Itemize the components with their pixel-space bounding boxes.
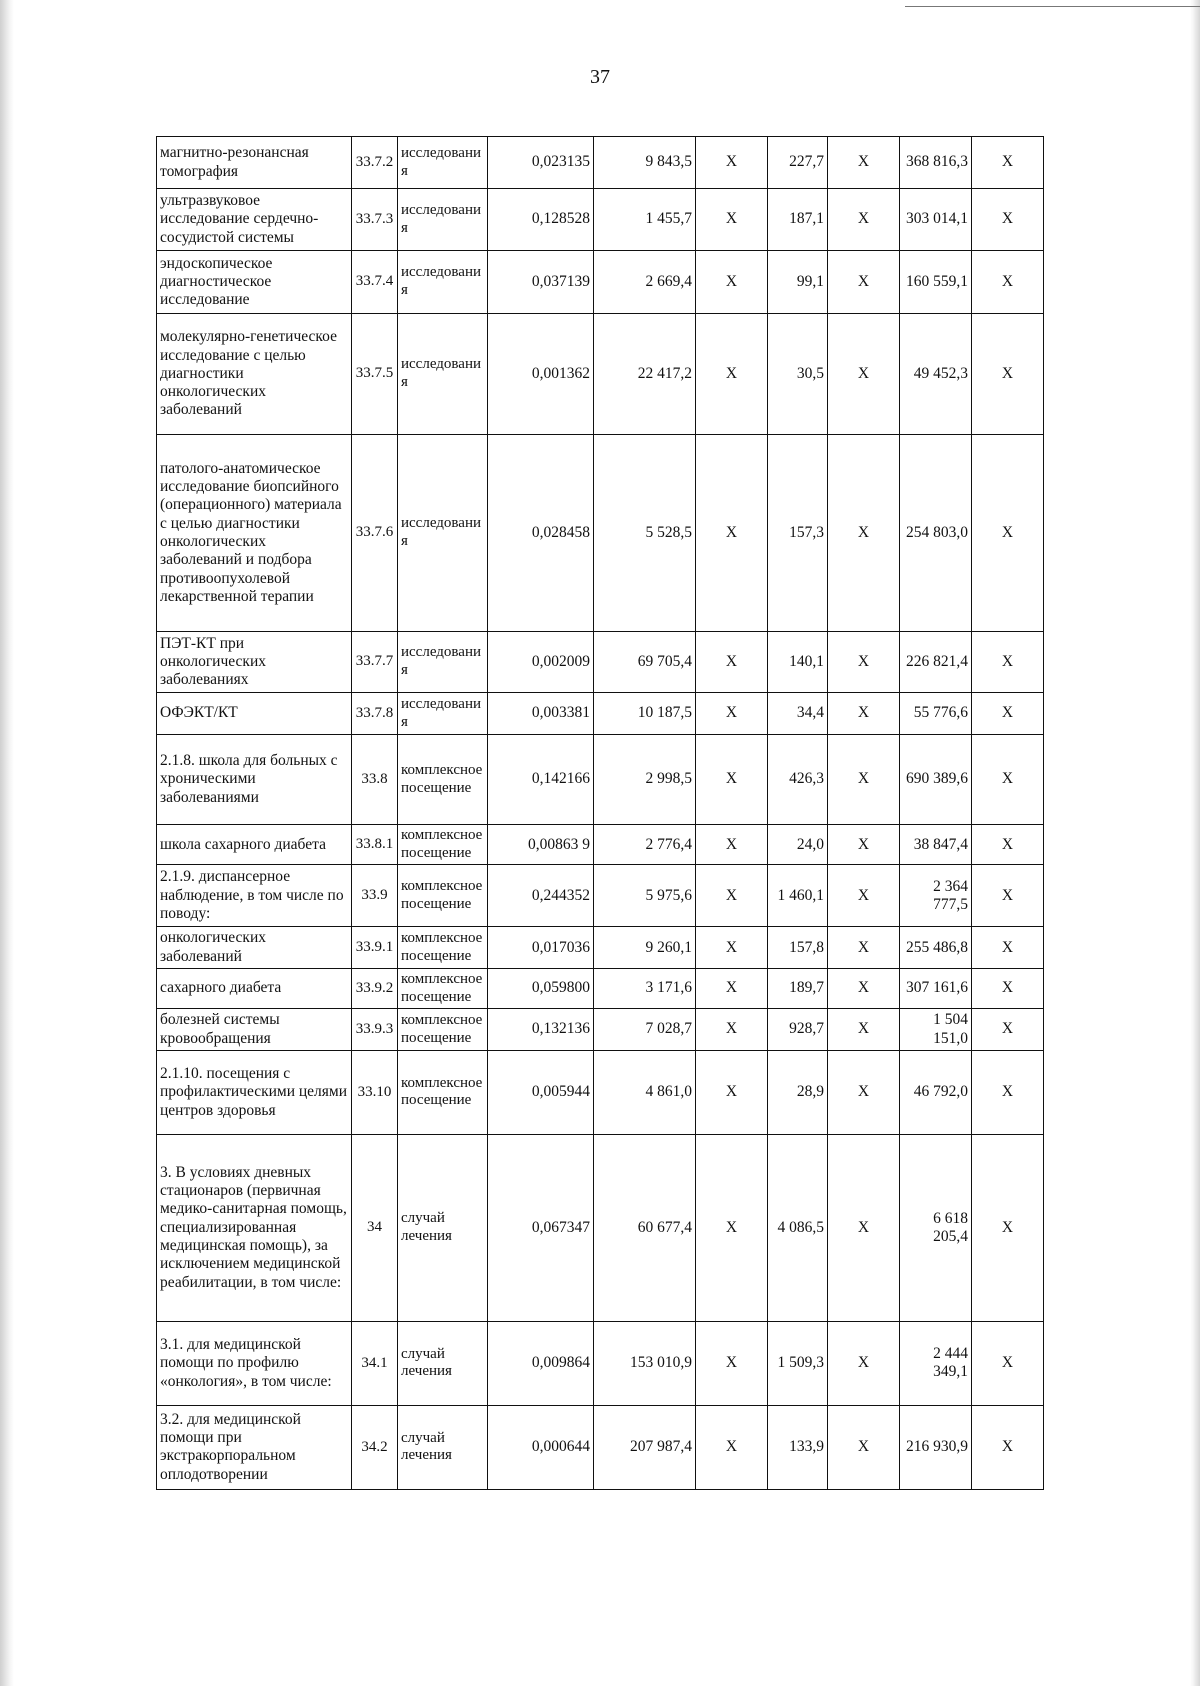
x-mark-cell: Х (828, 435, 900, 632)
x-mark-cell: Х (696, 435, 768, 632)
x-mark-cell: Х (696, 693, 768, 735)
unit-cell: комплексное посещение (398, 927, 488, 969)
total-cost-cell: 307 161,6 (900, 968, 972, 1008)
per-capita-cell: 227,7 (768, 137, 828, 189)
per-capita-cell: 187,1 (768, 189, 828, 251)
row-code-cell: 33.7.4 (352, 251, 398, 314)
page-number: 37 (590, 66, 610, 88)
x-mark-cell: Х (696, 1050, 768, 1134)
total-cost-cell: 160 559,1 (900, 251, 972, 314)
per-capita-cell: 426,3 (768, 735, 828, 825)
row-code-cell: 33.8 (352, 735, 398, 825)
per-capita-cell: 189,7 (768, 968, 828, 1008)
unit-cost-cell: 1 455,7 (594, 189, 696, 251)
unit-cell: исследовани я (398, 314, 488, 435)
x-mark-cell: Х (972, 137, 1044, 189)
per-capita-cell: 24,0 (768, 825, 828, 865)
table-row (157, 735, 1044, 825)
x-mark-cell: Х (828, 1134, 900, 1321)
row-code-cell: 34.1 (352, 1321, 398, 1405)
unit-cell: исследовани я (398, 137, 488, 189)
x-mark-cell: Х (828, 1321, 900, 1405)
volume-norm-cell: 0,059800 (488, 968, 594, 1008)
x-mark-cell: Х (696, 189, 768, 251)
row-code-cell: 33.9 (352, 865, 398, 927)
per-capita-cell: 1 460,1 (768, 865, 828, 927)
x-mark-cell: Х (972, 927, 1044, 969)
unit-cell: комплексное посещение (398, 825, 488, 865)
indicator-name-cell: ОФЭКТ/КТ (157, 693, 352, 735)
unit-cost-cell: 2 776,4 (594, 825, 696, 865)
table-row (157, 314, 1044, 435)
indicator-name-cell: 3. В условиях дневных стационаров (первичная медико-санитарная помощь, специализированная медицинская помощь), за исключением медицинской реабилитации, в том числе: (157, 1134, 352, 1321)
unit-cost-cell: 7 028,7 (594, 1009, 696, 1051)
unit-cell: случай лечения (398, 1405, 488, 1489)
indicator-name-cell: эндоскопическое диагностическое исследование (157, 251, 352, 314)
table-row (157, 251, 1044, 314)
indicator-name-cell: онкологических заболеваний (157, 927, 352, 969)
volume-norm-cell: 0,003381 (488, 693, 594, 735)
unit-cost-cell: 10 187,5 (594, 693, 696, 735)
unit-cost-cell: 3 171,6 (594, 968, 696, 1008)
row-code-cell: 33.7.5 (352, 314, 398, 435)
x-mark-cell: Х (696, 968, 768, 1008)
x-mark-cell: Х (696, 1134, 768, 1321)
total-cost-cell: 690 389,6 (900, 735, 972, 825)
unit-cell: комплексное посещение (398, 865, 488, 927)
unit-cost-cell: 153 010,9 (594, 1321, 696, 1405)
unit-cost-cell: 69 705,4 (594, 632, 696, 693)
tariff-table (156, 136, 1044, 1490)
total-cost-cell: 49 452,3 (900, 314, 972, 435)
unit-cost-cell: 9 260,1 (594, 927, 696, 969)
indicator-name-cell: 2.1.8. школа для больных с хроническими заболеваниями (157, 735, 352, 825)
row-code-cell: 34.2 (352, 1405, 398, 1489)
table-row (157, 865, 1044, 927)
indicator-name-cell: 2.1.9. диспансерное наблюдение, в том числе по поводу: (157, 865, 352, 927)
unit-cost-cell: 4 861,0 (594, 1050, 696, 1134)
volume-norm-cell: 0,128528 (488, 189, 594, 251)
x-mark-cell: Х (696, 1405, 768, 1489)
x-mark-cell: Х (696, 1321, 768, 1405)
x-mark-cell: Х (972, 314, 1044, 435)
volume-norm-cell: 0,132136 (488, 1009, 594, 1051)
indicator-name-cell: 2.1.10. посещения с профилактическими целями центров здоровья (157, 1050, 352, 1134)
total-cost-cell: 303 014,1 (900, 189, 972, 251)
unit-cost-cell: 5 528,5 (594, 435, 696, 632)
x-mark-cell: Х (972, 825, 1044, 865)
x-mark-cell: Х (972, 1009, 1044, 1051)
table-row (157, 435, 1044, 632)
indicator-name-cell: сахарного диабета (157, 968, 352, 1008)
total-cost-cell: 216 930,9 (900, 1405, 972, 1489)
total-cost-cell: 368 816,3 (900, 137, 972, 189)
volume-norm-cell: 0,002009 (488, 632, 594, 693)
row-code-cell: 33.7.8 (352, 693, 398, 735)
unit-cell: случай лечения (398, 1321, 488, 1405)
x-mark-cell: Х (696, 632, 768, 693)
volume-norm-cell: 0,142166 (488, 735, 594, 825)
row-code-cell: 33.9.2 (352, 968, 398, 1008)
row-code-cell: 33.8.1 (352, 825, 398, 865)
x-mark-cell: Х (972, 735, 1044, 825)
unit-cell: исследовани я (398, 435, 488, 632)
row-code-cell: 33.9.3 (352, 1009, 398, 1051)
x-mark-cell: Х (828, 927, 900, 969)
unit-cost-cell: 2 669,4 (594, 251, 696, 314)
row-code-cell: 33.7.3 (352, 189, 398, 251)
x-mark-cell: Х (828, 865, 900, 927)
total-cost-cell: 38 847,4 (900, 825, 972, 865)
per-capita-cell: 28,9 (768, 1050, 828, 1134)
volume-norm-cell: 0,037139 (488, 251, 594, 314)
indicator-name-cell: 3.1. для медицинской помощи по профилю «онкология», в том числе: (157, 1321, 352, 1405)
x-mark-cell: Х (972, 251, 1044, 314)
x-mark-cell: Х (828, 1405, 900, 1489)
indicator-name-cell: патолого-анатомическое исследование биопсийного (операционного) материала с целью диагностики онкологических заболеваний и подбора противоопухолевой лекарственной терапии (157, 435, 352, 632)
x-mark-cell: Х (828, 314, 900, 435)
x-mark-cell: Х (828, 137, 900, 189)
x-mark-cell: Х (972, 693, 1044, 735)
unit-cell: исследовани я (398, 693, 488, 735)
total-cost-cell: 255 486,8 (900, 927, 972, 969)
per-capita-cell: 34,4 (768, 693, 828, 735)
total-cost-cell: 55 776,6 (900, 693, 972, 735)
table-row (157, 1321, 1044, 1405)
indicator-name-cell: школа сахарного диабета (157, 825, 352, 865)
volume-norm-cell: 0,244352 (488, 865, 594, 927)
scan-edge-right (1190, 0, 1200, 1686)
per-capita-cell: 30,5 (768, 314, 828, 435)
x-mark-cell: Х (696, 865, 768, 927)
indicator-name-cell: ультразвуковое исследование сердечно-сосудистой системы (157, 189, 352, 251)
x-mark-cell: Х (972, 435, 1044, 632)
x-mark-cell: Х (972, 968, 1044, 1008)
unit-cost-cell: 9 843,5 (594, 137, 696, 189)
total-cost-cell: 2 364 777,5 (900, 865, 972, 927)
per-capita-cell: 157,3 (768, 435, 828, 632)
x-mark-cell: Х (972, 1134, 1044, 1321)
volume-norm-cell: 0,00863 9 (488, 825, 594, 865)
total-cost-cell: 254 803,0 (900, 435, 972, 632)
indicator-name-cell: молекулярно-генетическое исследование с целью диагностики онкологических заболеваний (157, 314, 352, 435)
x-mark-cell: Х (828, 251, 900, 314)
volume-norm-cell: 0,000644 (488, 1405, 594, 1489)
table-row (157, 1405, 1044, 1489)
per-capita-cell: 1 509,3 (768, 1321, 828, 1405)
table-row (157, 927, 1044, 969)
x-mark-cell: Х (696, 825, 768, 865)
table-row (157, 968, 1044, 1008)
x-mark-cell: Х (972, 1050, 1044, 1134)
table-row (157, 825, 1044, 865)
total-cost-cell: 6 618 205,4 (900, 1134, 972, 1321)
x-mark-cell: Х (828, 693, 900, 735)
x-mark-cell: Х (972, 1405, 1044, 1489)
x-mark-cell: Х (828, 189, 900, 251)
unit-cell: случай лечения (398, 1134, 488, 1321)
volume-norm-cell: 0,023135 (488, 137, 594, 189)
unit-cell: исследовани я (398, 251, 488, 314)
indicator-name-cell: болезней системы кровообращения (157, 1009, 352, 1051)
x-mark-cell: Х (696, 735, 768, 825)
per-capita-cell: 140,1 (768, 632, 828, 693)
x-mark-cell: Х (696, 314, 768, 435)
scan-edge-left (0, 0, 14, 1686)
total-cost-cell: 1 504 151,0 (900, 1009, 972, 1051)
per-capita-cell: 133,9 (768, 1405, 828, 1489)
x-mark-cell: Х (828, 735, 900, 825)
x-mark-cell: Х (696, 137, 768, 189)
scan-top-mark (905, 0, 1200, 7)
x-mark-cell: Х (696, 1009, 768, 1051)
x-mark-cell: Х (696, 251, 768, 314)
volume-norm-cell: 0,001362 (488, 314, 594, 435)
unit-cost-cell: 60 677,4 (594, 1134, 696, 1321)
per-capita-cell: 99,1 (768, 251, 828, 314)
row-code-cell: 33.10 (352, 1050, 398, 1134)
table-row (157, 1009, 1044, 1051)
unit-cell: комплексное посещение (398, 1050, 488, 1134)
x-mark-cell: Х (828, 1009, 900, 1051)
volume-norm-cell: 0,028458 (488, 435, 594, 632)
table-row (157, 693, 1044, 735)
per-capita-cell: 157,8 (768, 927, 828, 969)
total-cost-cell: 46 792,0 (900, 1050, 972, 1134)
indicator-name-cell: ПЭТ-КТ при онкологических заболеваниях (157, 632, 352, 693)
row-code-cell: 33.7.7 (352, 632, 398, 693)
x-mark-cell: Х (696, 927, 768, 969)
per-capita-cell: 928,7 (768, 1009, 828, 1051)
x-mark-cell: Х (972, 1321, 1044, 1405)
unit-cell: исследовани я (398, 632, 488, 693)
unit-cell: комплексное посещение (398, 1009, 488, 1051)
unit-cost-cell: 207 987,4 (594, 1405, 696, 1489)
volume-norm-cell: 0,009864 (488, 1321, 594, 1405)
total-cost-cell: 226 821,4 (900, 632, 972, 693)
x-mark-cell: Х (828, 968, 900, 1008)
unit-cost-cell: 22 417,2 (594, 314, 696, 435)
indicator-name-cell: 3.2. для медицинской помощи при экстракорпоральном оплодотворении (157, 1405, 352, 1489)
table-row (157, 137, 1044, 189)
table-row (157, 632, 1044, 693)
unit-cost-cell: 5 975,6 (594, 865, 696, 927)
per-capita-cell: 4 086,5 (768, 1134, 828, 1321)
row-code-cell: 34 (352, 1134, 398, 1321)
x-mark-cell: Х (972, 632, 1044, 693)
x-mark-cell: Х (972, 189, 1044, 251)
x-mark-cell: Х (828, 825, 900, 865)
unit-cost-cell: 2 998,5 (594, 735, 696, 825)
table-row (157, 189, 1044, 251)
x-mark-cell: Х (828, 1050, 900, 1134)
volume-norm-cell: 0,067347 (488, 1134, 594, 1321)
volume-norm-cell: 0,017036 (488, 927, 594, 969)
x-mark-cell: Х (828, 632, 900, 693)
indicator-name-cell: магнитно-резонансная томография (157, 137, 352, 189)
table-row (157, 1134, 1044, 1321)
row-code-cell: 33.9.1 (352, 927, 398, 969)
x-mark-cell: Х (972, 865, 1044, 927)
row-code-cell: 33.7.6 (352, 435, 398, 632)
table-row (157, 1050, 1044, 1134)
unit-cell: комплексное посещение (398, 735, 488, 825)
unit-cell: комплексное посещение (398, 968, 488, 1008)
total-cost-cell: 2 444 349,1 (900, 1321, 972, 1405)
row-code-cell: 33.7.2 (352, 137, 398, 189)
unit-cell: исследовани я (398, 189, 488, 251)
volume-norm-cell: 0,005944 (488, 1050, 594, 1134)
